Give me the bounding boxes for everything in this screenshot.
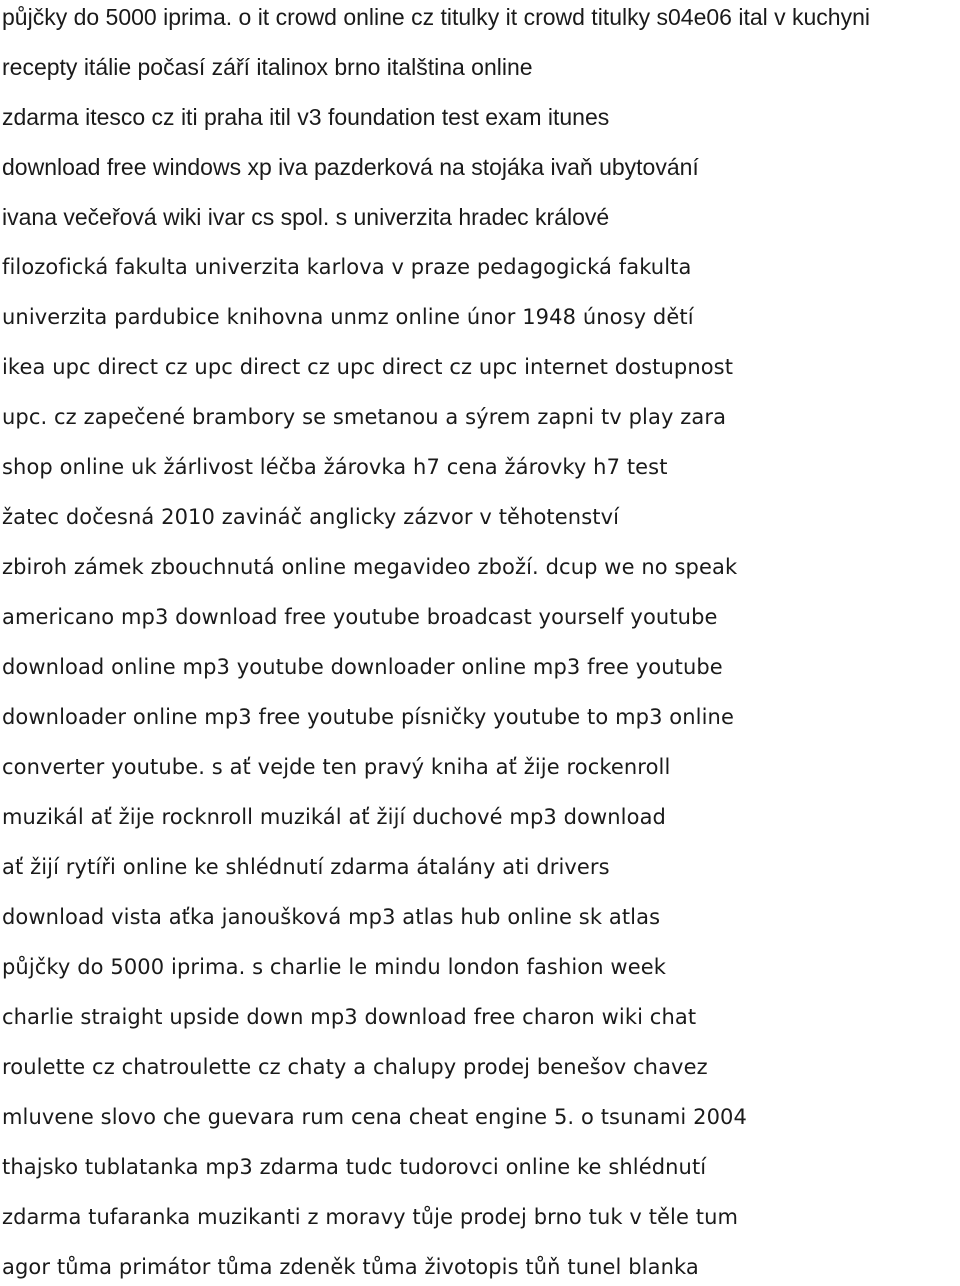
text-line-17: muzikál ať žije rocknroll muzikál ať žijí duchové mp3 download bbox=[2, 805, 666, 829]
text-line-8: ikea upc direct cz upc direct cz upc direct cz upc internet dostupnost bbox=[2, 355, 734, 379]
text-line-5: ivana večeřová wiki ivar cs spol. s univerzita hradec králové bbox=[2, 204, 610, 230]
text-line-23: mluvene slovo che guevara rum cena cheat engine 5. o tsunami 2004 bbox=[2, 1105, 747, 1129]
text-line-11: žatec dočesná 2010 zavináč anglicky zázvor v těhotenství bbox=[2, 505, 620, 529]
text-line-6: filozofická fakulta univerzita karlova v praze pedagogická fakulta bbox=[2, 255, 692, 279]
text-line-12: zbiroh zámek zbouchnutá online megavideo zboží. dcup we no speak bbox=[2, 555, 738, 579]
text-line-4: download free windows xp iva pazderková na stojáka ivaň ubytování bbox=[2, 154, 699, 180]
text-line-20: půjčky do 5000 iprima. s charlie le mindu london fashion week bbox=[2, 955, 667, 979]
text-line-24: thajsko tublatanka mp3 zdarma tudc tudorovci online ke shlédnutí bbox=[2, 1155, 707, 1179]
text-line-22: roulette cz chatroulette cz chaty a chalupy prodej benešov chavez bbox=[2, 1055, 708, 1079]
text-line-1: půjčky do 5000 iprima. o it crowd online cz titulky it crowd titulky s04e06 ital v kuchyni bbox=[2, 4, 871, 30]
text-line-25: zdarma tufaranka muzikanti z moravy tůje prodej brno tuk v těle tum bbox=[2, 1205, 739, 1229]
text-line-7: univerzita pardubice knihovna unmz online únor 1948 únosy dětí bbox=[2, 305, 694, 329]
text-line-14: download online mp3 youtube downloader online mp3 free youtube bbox=[2, 655, 723, 679]
text-line-18: ať žijí rytíři online ke shlédnutí zdarma átalány ati drivers bbox=[2, 855, 610, 879]
text-line-9: upc. cz zapečené brambory se smetanou a sýrem zapni tv play zara bbox=[2, 405, 727, 429]
text-line-3: zdarma itesco cz iti praha itil v3 foundation test exam itunes bbox=[2, 104, 610, 130]
text-line-2: recepty itálie počasí září italinox brno italština online bbox=[2, 54, 533, 80]
text-line-13: americano mp3 download free youtube broadcast yourself youtube bbox=[2, 605, 718, 629]
text-line-16: converter youtube. s ať vejde ten pravý kniha ať žije rockenroll bbox=[2, 755, 671, 779]
text-line-21: charlie straight upside down mp3 download free charon wiki chat bbox=[2, 1005, 697, 1029]
text-line-10: shop online uk žárlivost léčba žárovka h7 cena žárovky h7 test bbox=[2, 455, 668, 479]
text-line-19: download vista aťka janoušková mp3 atlas hub online sk atlas bbox=[2, 905, 661, 929]
text-line-26: agor tůma primátor tůma zdeněk tůma životopis tůň tunel blanka bbox=[2, 1255, 699, 1279]
text-line-15: downloader online mp3 free youtube písničky youtube to mp3 online bbox=[2, 705, 734, 729]
